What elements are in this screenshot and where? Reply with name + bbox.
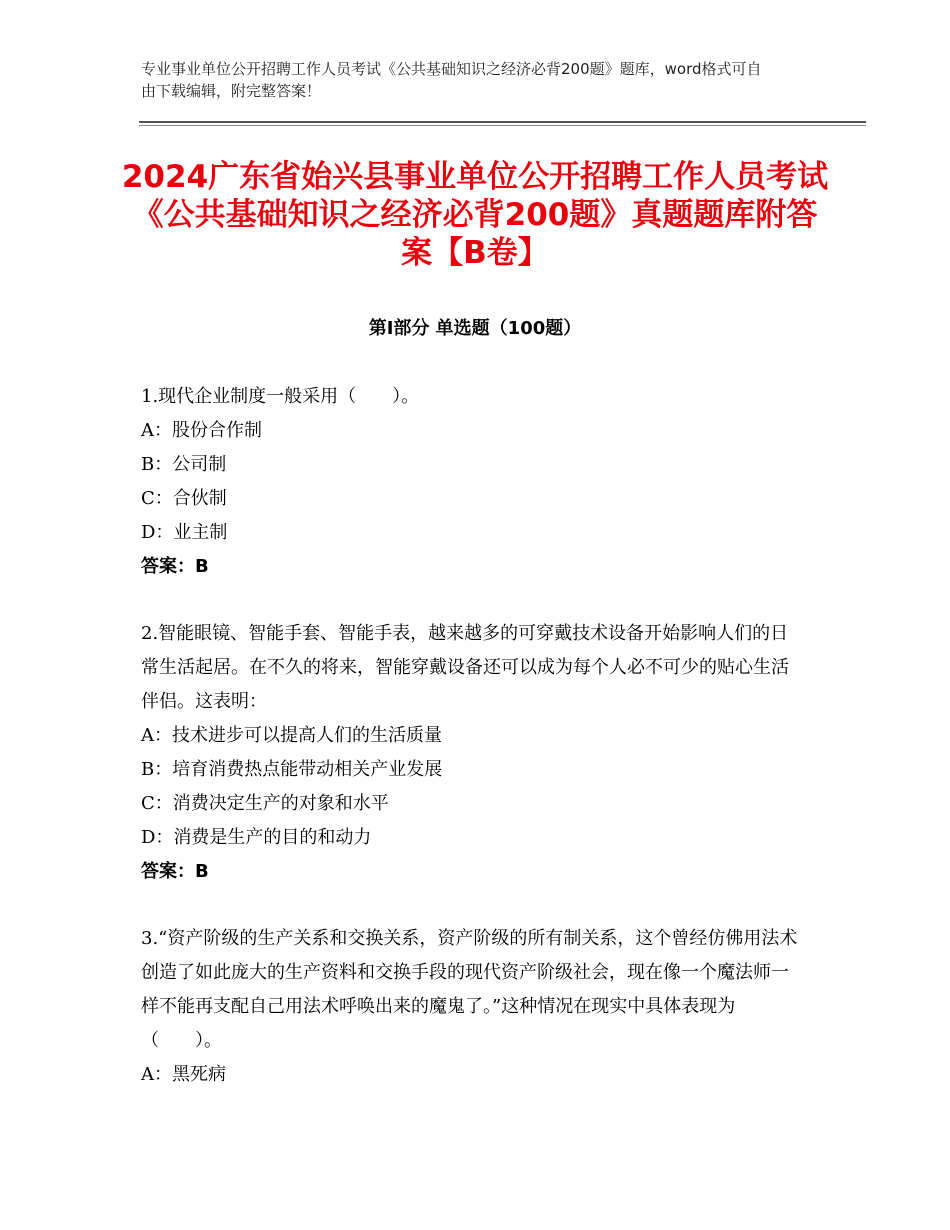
question-2 — [141, 617, 801, 889]
option-a: A：技术进步可以提高人们的生活质量 — [141, 725, 442, 746]
answer: 答案：B — [141, 861, 209, 882]
header-divider — [139, 121, 866, 123]
question-stem: 1.现代企业制度一般采用（ ）。 — [141, 386, 420, 407]
option-b: B：公司制 — [141, 454, 227, 475]
option-c: C：消费决定生产的对象和水平 — [141, 793, 389, 814]
option-b: B：培育消费热点能带动相关产业发展 — [141, 759, 443, 780]
question-stem: 3.“资产阶级的生产关系和交换关系，资产阶级的所有制关系，这个曾经仿佛用法术创造了如此庞大的生产资料和交换手段的现代资产阶级社会，现在像一个魔法师一样不能再支配自己用法术呼唤出来的魔鬼了。”这种情况在现实中具体表现为（ ）。 — [141, 928, 798, 1051]
option-d: D：消费是生产的目的和动力 — [141, 827, 372, 848]
section-title: 第Ⅰ部分 单选题（100题） — [368, 318, 582, 339]
header-note: 专业事业单位公开招聘工作人员考试《公共基础知识之经济必背200题》题库，word格式可自由下载编辑，附完整答案！ — [141, 60, 762, 100]
document-title: 2024广东省始兴县事业单位公开招聘工作人员考试《公共基础知识之经济必背200题》真题题库附答案【B卷】 — [121, 159, 829, 271]
header-divider-thin — [139, 125, 866, 126]
question-1 — [141, 380, 801, 584]
option-a: A：股份合作制 — [141, 420, 262, 441]
answer: 答案：B — [141, 556, 209, 577]
option-c: C：合伙制 — [141, 488, 227, 509]
question-stem: 2.智能眼镜、智能手套、智能手表，越来越多的可穿戴技术设备开始影响人们的日常生活起居。在不久的将来，智能穿戴设备还可以成为每个人必不可少的贴心生活伴侣。这表明： — [141, 623, 789, 712]
option-a: A：黑死病 — [141, 1064, 226, 1085]
option-d: D：业主制 — [141, 522, 228, 543]
question-list — [141, 380, 801, 1125]
question-3 — [141, 922, 801, 1092]
